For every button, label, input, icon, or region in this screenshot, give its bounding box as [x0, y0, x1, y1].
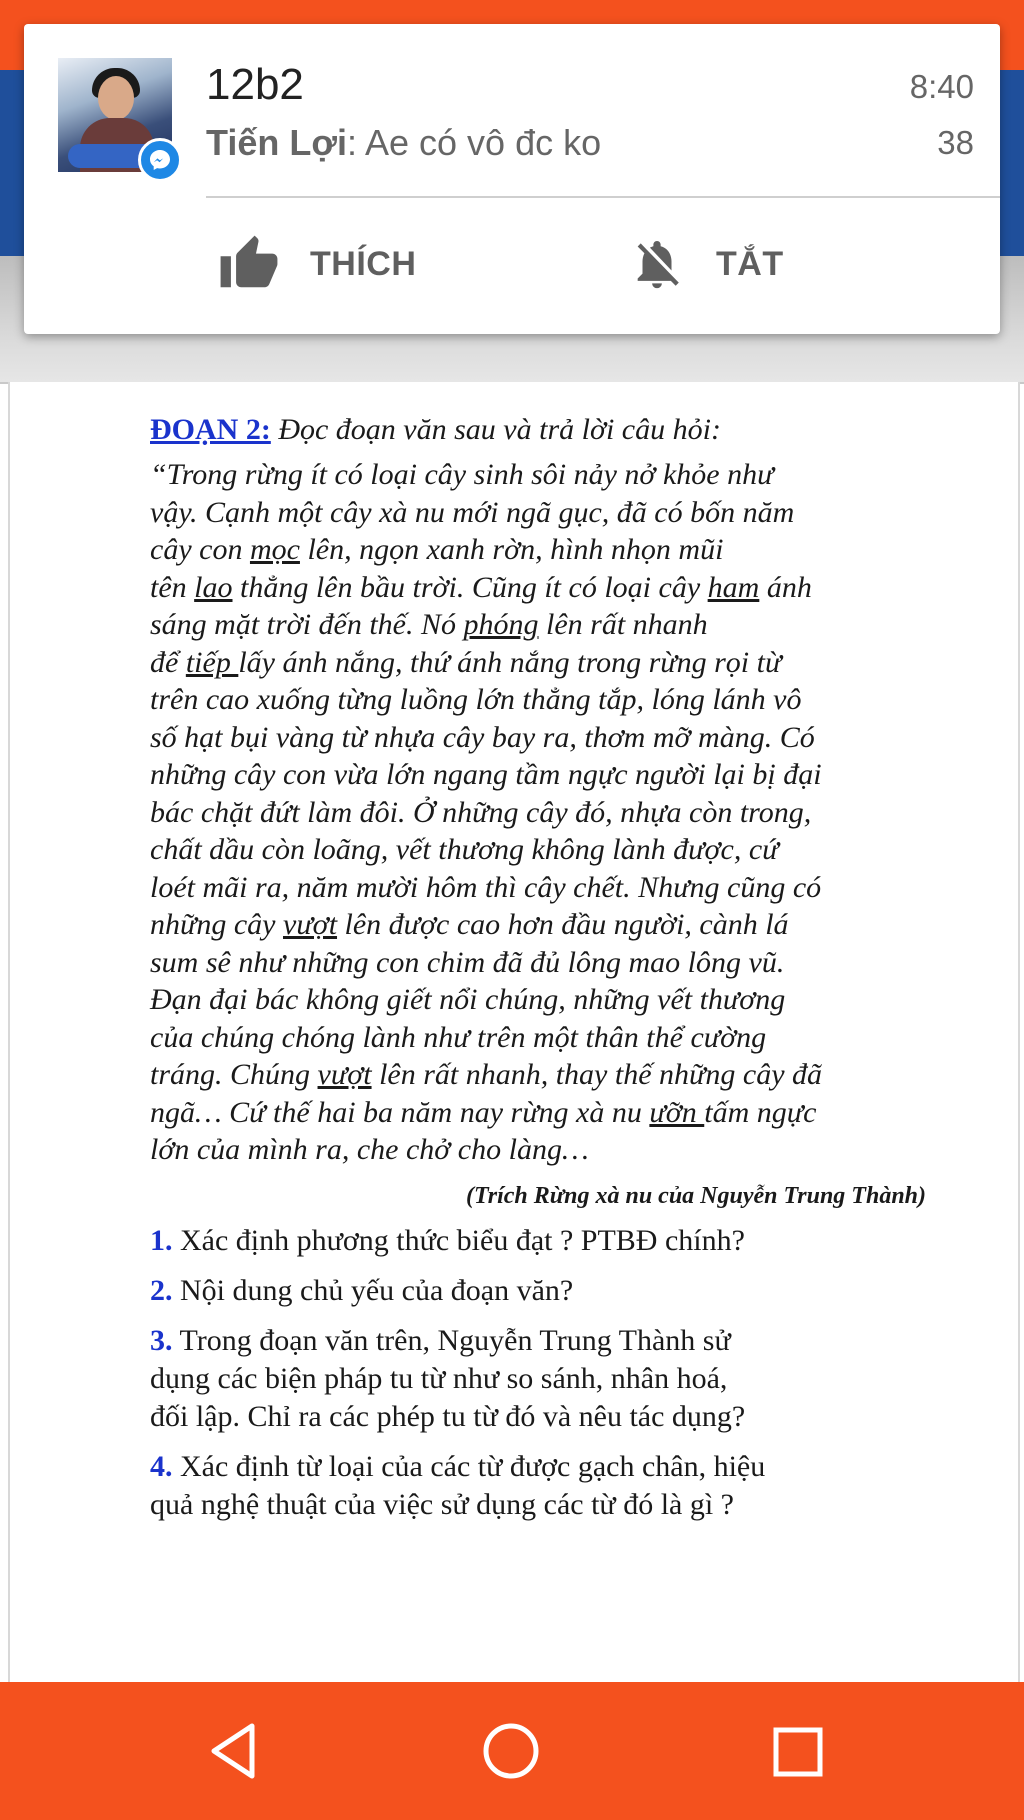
mute-button[interactable] [628, 224, 784, 304]
question-item [150, 1222, 940, 1260]
underlined-word: lao [194, 570, 233, 604]
thumbs-up-icon [218, 233, 280, 295]
underlined-word: vượt [283, 908, 338, 941]
back-button[interactable] [200, 1716, 270, 1786]
question-text: Xác định phương thức biểu đạt ? PTBĐ chính? [172, 1223, 745, 1257]
passage-line: những cây con vừa lớn ngang tầm ngực người lại bị đại [150, 758, 822, 791]
bell-off-icon [628, 235, 686, 293]
underlined-word: vượt [317, 1058, 372, 1091]
question-line [150, 1486, 940, 1524]
question-number: 3. [150, 1323, 173, 1357]
question-line [150, 1322, 940, 1360]
messenger-icon [138, 138, 182, 182]
passage-text: thẳng lên bầu trời. Cũng ít có loại cây [232, 570, 708, 604]
underlined-word: phóng [463, 608, 539, 641]
question-number: 1. [150, 1223, 173, 1257]
message-count: 38 [937, 124, 974, 161]
question-line [150, 1448, 940, 1486]
passage-line: số hạt bụi vàng từ nhựa cây bay ra, thơm mỡ màng. Có [150, 720, 815, 754]
divider [206, 196, 1000, 198]
notification-message [206, 122, 601, 164]
question-text: Nội dung chủ yếu của đoạn văn? [172, 1273, 574, 1307]
passage-line: “Trong rừng ít có loại cây sinh sôi nảy nở khỏe như [150, 458, 774, 491]
section-tag: ĐOẠN 2: [150, 413, 271, 446]
section-prompt: Đọc đoạn văn sau và trả lời câu hỏi: [270, 413, 721, 446]
question-text: dụng các biện pháp tu từ như so sánh, nhân hoá, [150, 1361, 728, 1395]
question-item [150, 1322, 940, 1436]
passage-text: lên rất nhanh, thay thế những cây đã [371, 1058, 823, 1091]
message-text: Ae có vô đc ko [364, 122, 602, 163]
passage-text: lên rất nhanh [538, 608, 708, 641]
messenger-notification[interactable] [24, 24, 1000, 334]
passage-text: lấy ánh nắng, thứ ánh nắng trong rừng rọi từ [238, 645, 782, 679]
question-text: đối lập. Chỉ ra các phép tu từ đó và nêu tác dụng? [150, 1399, 746, 1433]
question-number: 2. [150, 1273, 173, 1307]
passage-text: ngã… Cứ thế hai ba năm nay rừng xà nu [150, 1095, 650, 1129]
question-item [150, 1448, 940, 1524]
passage-text: sáng mặt trời đến thế. Nó [150, 608, 464, 641]
question-line [150, 1222, 940, 1260]
underlined-word: ham [707, 570, 760, 604]
passage-text: lên, ngọn xanh rờn, hình nhọn mũi [299, 533, 724, 566]
document-body [150, 410, 940, 1524]
notification-title: 12b2 [206, 60, 304, 109]
passage-source: (Trích Rừng xà nu của Nguyễn Trung Thành) [465, 1182, 926, 1209]
recents-button[interactable] [762, 1716, 832, 1786]
passage-text: để [150, 645, 186, 679]
passage-line [150, 1056, 940, 1094]
passage-line [150, 569, 940, 607]
question-text: Trong đoạn văn trên, Nguyễn Trung Thành sử [172, 1323, 731, 1357]
passage-line: chất dầu còn loãng, vết thương không lành được, cứ [150, 833, 779, 866]
passage-text: cây con [150, 533, 250, 566]
navigation-bar [0, 1682, 1024, 1820]
home-icon [476, 1716, 546, 1786]
recents-icon [762, 1716, 832, 1786]
passage-text: ánh [759, 570, 812, 604]
passage-line: bác chặt đứt làm đôi. Ở những cây đó, nhựa còn trong, [150, 795, 812, 829]
underlined-word: mọc [249, 533, 300, 566]
like-label: THÍCH [310, 244, 417, 283]
passage-text: những cây [150, 908, 283, 941]
passage-line [150, 531, 940, 569]
passage-line: vậy. Cạnh một cây xà nu mới ngã gục, đã có bốn năm [150, 495, 795, 529]
passage-text: tên [150, 570, 195, 604]
passage-line: lớn của mình ra, che chở cho làng… [150, 1133, 589, 1166]
passage-line [150, 1094, 940, 1132]
notification-time: 8:40 [909, 68, 974, 105]
passage-line: trên cao xuống từng luồng lớn thẳng tắp, lóng lánh vô [150, 683, 802, 716]
like-button[interactable] [218, 224, 416, 304]
passage-line: Đạn đại bác không giết nổi chúng, những vết thương [150, 983, 786, 1016]
passage-line [150, 606, 940, 644]
question-line [150, 1272, 940, 1310]
home-button[interactable] [476, 1716, 546, 1786]
question-number: 4. [150, 1449, 173, 1483]
question-item [150, 1272, 940, 1310]
passage-line: của chúng chóng lành như trên một thân thể cường [150, 1020, 767, 1054]
question-list [150, 1222, 940, 1524]
passage-line [150, 906, 940, 944]
passage-text: tráng. Chúng [150, 1058, 318, 1091]
question-text: quả nghệ thuật của việc sử dụng các từ đó là gì ? [150, 1487, 734, 1521]
underlined-word: tiếp [185, 645, 239, 679]
back-icon [200, 1716, 270, 1786]
passage-line [150, 644, 940, 682]
message-sender: Tiến Lợi [206, 122, 347, 163]
passage-text: lên được cao hơn đầu người, cành lá [337, 908, 789, 941]
passage-line: loét mãi ra, năm mười hôm thì cây chết. Nhưng cũng có [150, 870, 822, 904]
mute-label: TẮT [716, 244, 784, 283]
question-line [150, 1398, 940, 1436]
message-separator: : [346, 122, 365, 163]
question-text: Xác định từ loại của các từ được gạch chân, hiệu [172, 1449, 766, 1483]
underlined-word: ưỡn [649, 1095, 705, 1129]
section-heading [150, 410, 940, 450]
question-line [150, 1360, 940, 1398]
passage-line: sum sê như những con chim đã đủ lông mao lông vũ. [150, 945, 785, 979]
passage [150, 456, 940, 1169]
passage-text: tấm ngực [704, 1095, 817, 1129]
